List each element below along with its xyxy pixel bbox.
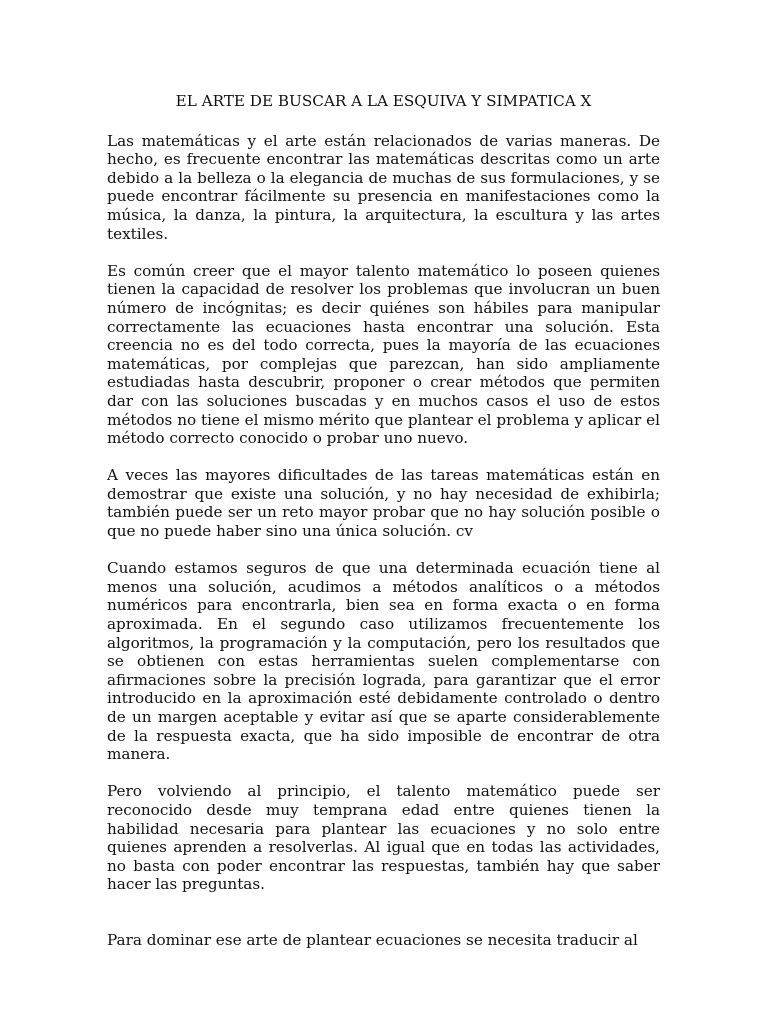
paragraph-5: Pero volviendo al principio, el talento matemático puede ser reconocido desde muy temprana edad entre quienes tienen la habilidad necesaria para plantear las ecuaciones y no solo entre quienes aprenden a resolverlas. Al igual que en todas las actividades, no basta con poder encontrar las respuestas, también hay que saber hacer las preguntas. bbox=[107, 782, 660, 894]
paragraph-6: Para dominar ese arte de plantear ecuaciones se necesita traducir al bbox=[107, 930, 638, 949]
document-title: EL ARTE DE BUSCAR A LA ESQUIVA Y SIMPATICA X bbox=[175, 92, 592, 110]
paragraph-3: A veces las mayores dificultades de las tareas matemáticas están en demostrar que existe una solución, y no hay necesidad de exhibirla; también puede ser un reto mayor probar que no hay solución posible o que no puede haber sino una única solución. cv bbox=[107, 466, 660, 541]
paragraph-1: Las matemáticas y el arte están relacionados de varias maneras. De hecho, es frecuente encontrar las matemáticas descritas como un arte debido a la belleza o la elegancia de muchas de sus formulaciones, y se puede encontrar fácilmente su presencia en manifestaciones como la música, la danza, la pintura, la arquitectura, la escultura y las artes textiles. bbox=[107, 131, 660, 243]
paragraph-4: Cuando estamos seguros de que una determinada ecuación tiene al menos una solución, acudimos a métodos analíticos o a métodos numéricos para encontrarla, bien sea en forma exacta o en forma aproximada. En el segundo caso utilizamos frecuentemente los algoritmos, la programación y la computación, pero los resultados que se obtienen con estas herramientas suelen complementarse con afirmaciones sobre la precisión lograda, para garantizar que el error introducido en la aproximación esté debidamente controlado o dentro de un margen aceptable y evitar así que se aparte considerablemente de la respuesta exacta, que ha sido imposible de encontrar de otra manera. bbox=[107, 559, 660, 764]
paragraph-2: Es común creer que el mayor talento matemático lo poseen quienes tienen la capacidad de resolver los problemas que involucran un buen número de incógnitas; es decir quiénes son hábiles para manipular correctamente las ecuaciones hasta encontrar una solución. Esta creencia no es del todo correcta, pues la mayoría de las ecuaciones matemáticas, por complejas que parezcan, han sido ampliamente estudiadas hasta descubrir, proponer o crear métodos que permiten dar con las soluciones buscadas y en muchos casos el uso de estos métodos no tiene el mismo mérito que plantear el problema y aplicar el método correcto conocido o probar uno nuevo. bbox=[107, 261, 660, 448]
